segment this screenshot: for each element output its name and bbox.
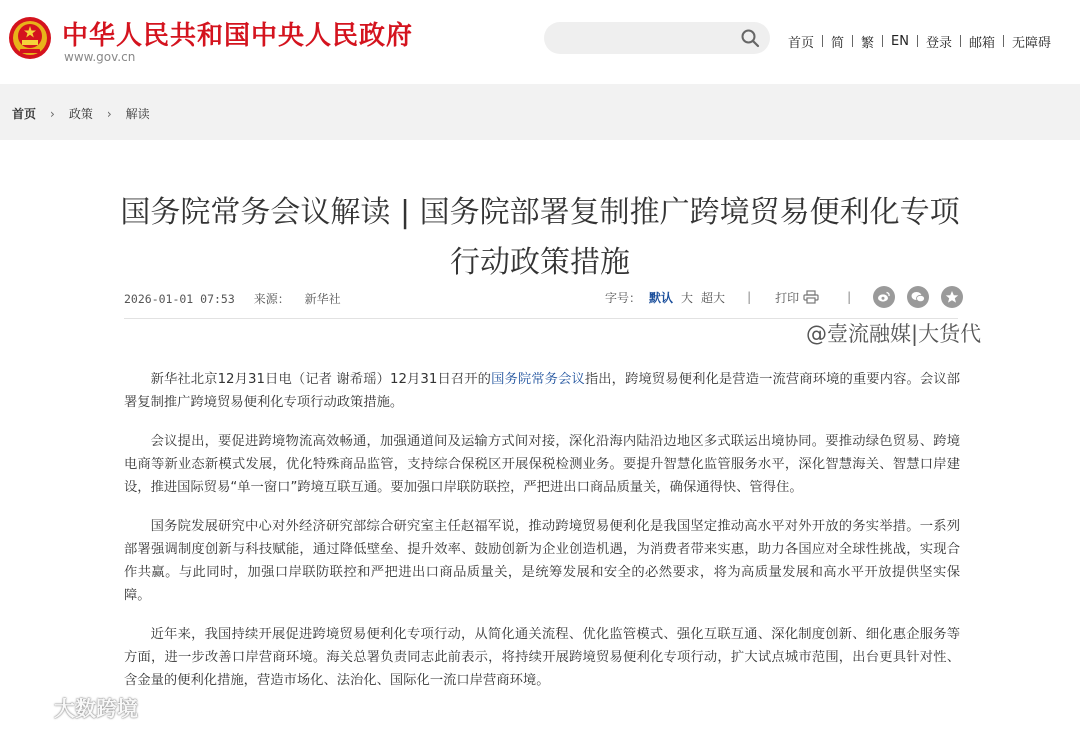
source-value: 新华社 (304, 292, 341, 306)
nav-accessibility[interactable]: 无障碍 (1012, 35, 1052, 51)
search-icon[interactable] (740, 28, 760, 48)
source-label: 来源： (253, 292, 290, 306)
watermark-logo-icon (8, 696, 48, 720)
nav-english[interactable]: EN (891, 33, 909, 49)
weibo-icon[interactable] (873, 286, 895, 308)
search-input[interactable] (544, 22, 770, 54)
article-body (124, 368, 960, 708)
article-paragraph (124, 368, 960, 414)
breadcrumb-interpretation[interactable]: 解读 (125, 107, 150, 121)
article-title: 国务院常务会议解读 | 国务院部署复制推广跨境贸易便利化专项行动政策措施 (120, 195, 960, 281)
article-tools (605, 287, 963, 307)
national-emblem-icon[interactable] (8, 16, 52, 60)
watermark-top: @壹流融媒|大货代 (806, 322, 982, 346)
chevron-right-icon: › (106, 106, 112, 121)
breadcrumb-home[interactable]: 首页 (12, 107, 37, 121)
nav-traditional[interactable]: 繁 (861, 35, 875, 51)
site-url[interactable]: www.gov.cn (64, 50, 136, 64)
tool-divider: | (747, 290, 752, 304)
chevron-right-icon: › (50, 106, 55, 121)
tool-divider: | (847, 290, 852, 304)
nav-mailbox[interactable]: 邮箱 (969, 35, 996, 51)
breadcrumb (12, 105, 150, 122)
nav-simplified[interactable]: 简 (831, 35, 845, 51)
font-size-label: 字号： (605, 290, 642, 305)
article-paragraph: 近年来，我国持续开展促进跨境贸易便利化专项行动，从简化通关流程、优化监管模式、强化互联互通、深化制度创新、细化惠企服务等方面，进一步改善口岸营商环境。海关总署负责同志此前表示，将持续开展跨境贸易便利化专项行动，扩大试点城市范围，出台更具针对性、含金量的便利化措施，营造市场化、法治化、国际化一流口岸营商环境。 (124, 627, 960, 688)
nav-home[interactable]: 首页 (788, 35, 815, 51)
site-header (0, 0, 1080, 84)
wechat-icon[interactable] (907, 286, 929, 308)
watermark-bottom (8, 693, 138, 723)
article-meta-left (124, 290, 341, 307)
qzone-icon[interactable] (941, 286, 963, 308)
site-name[interactable]: 中华人民共和国中央人民政府 (62, 21, 414, 51)
font-size-xlarge[interactable]: 超大 (701, 290, 726, 305)
breadcrumb-policy[interactable]: 政策 (68, 107, 93, 121)
state-council-meeting-link[interactable]: 国务院常务会议 (491, 372, 585, 387)
printer-icon (803, 290, 819, 304)
article-meta (124, 287, 958, 307)
paragraph-text: 指出，跨境贸易便利化是营造一流营商环境的重要内容。会议部署复制推广跨境贸易便利化专项行动政策措施。 (124, 372, 961, 410)
publish-date: 2026-01-01 07:53 (124, 292, 235, 306)
top-nav (780, 31, 1059, 51)
article-paragraph: 会议提出，要促进跨境物流高效畅通，加强通道间及运输方式间对接，深化沿海内陆沿边地区多式联运出境协同。要推动绿色贸易、跨境电商等新业态新模式发展，优化特殊商品监管，支持综合保税区开展保税检测业务。要提升智慧化监管服务水平，深化智慧海关、智慧口岸建设，推进国际贸易“单一窗口”跨境互联互通。要加强口岸联防联控，严把进出口商品质量关，确保通得快、管得住。 (124, 434, 960, 495)
watermark-bottom-text: 大数跨境 (54, 697, 138, 721)
breadcrumb-bar (0, 84, 1080, 140)
font-size-default[interactable]: 默认 (649, 290, 674, 305)
print-button[interactable] (775, 289, 819, 306)
font-size-large[interactable]: 大 (681, 290, 694, 305)
article-paragraph: 国务院发展研究中心对外经济研究部综合研究室主任赵福军说，推动跨境贸易便利化是我国坚定推动高水平对外开放的务实举措。一系列部署强调制度创新与科技赋能，通过降低壁垒、提升效率、鼓励创新为企业创造机遇，为消费者带来实惠，助力各国应对全球性挑战，实现合作共赢。与此同时，加强口岸联防联控和严把进出口商品质量关，是统筹发展和安全的必然要求，将为高质量发展和高水平开放提供坚实保障。 (124, 519, 960, 603)
print-label: 打印 (775, 290, 800, 305)
nav-login[interactable]: 登录 (926, 35, 953, 51)
paragraph-text: 新华社北京12月31日电（记者 谢希瑶）12月31日召开的 (150, 372, 492, 387)
